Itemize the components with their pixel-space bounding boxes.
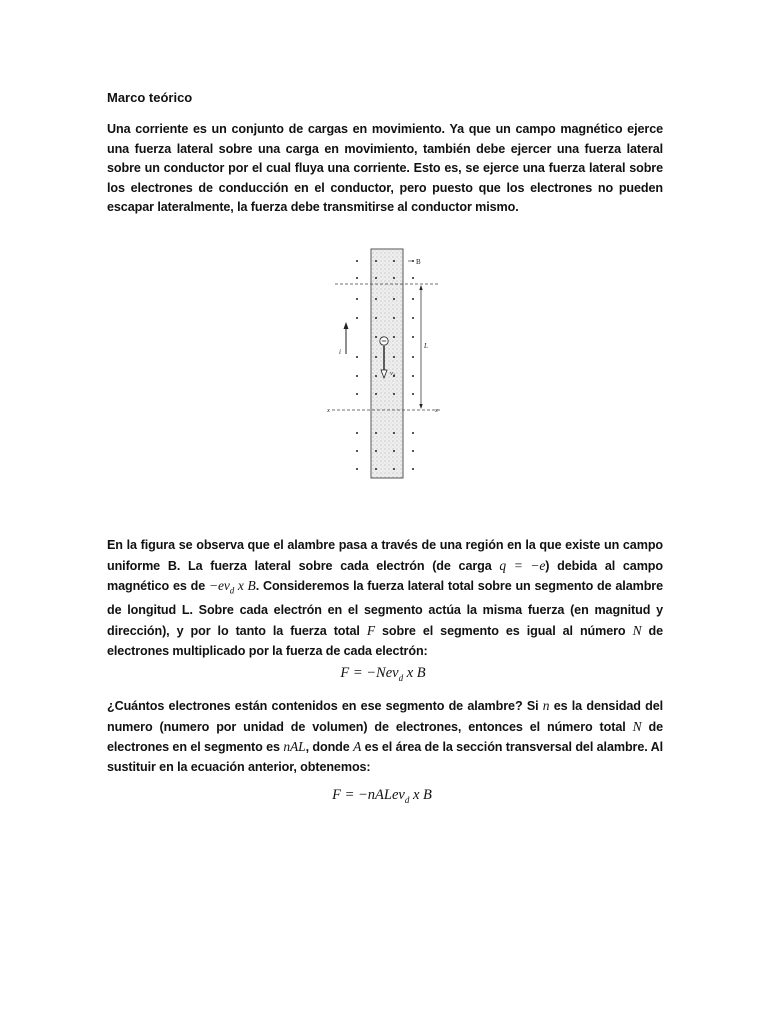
label-x-right: x (435, 407, 438, 414)
label-x-left: x (327, 407, 330, 414)
paragraph-force-description: En la figura se observa que el alambre pasa a través de una región en la que existe un campo uniforme B. La fuerza lateral sobre cada electrón (de carga q = −e) debida al campo magnético es de $-ev_d$ x B. Consideremos la fuerza lateral total sobre un segmento de alambre de longitud L. Sobre cada electrón en el segmento actúa la misma fuerza (en magnitud y dirección), y por lo tanto la fuerza total F sobre el segmento es igual al número N de electrones multiplicado por la fuerza de cada electrón: (107, 538, 663, 658)
label-B: B (416, 258, 421, 266)
label-vd: $v_d$ (390, 370, 396, 378)
section-title: Marco teórico (107, 90, 193, 105)
label-L: L (424, 342, 428, 350)
paragraph-electron-count: ¿Cuántos electrones están contenidos en ese segmento de alambre? Si n es la densidad del numero (numero por unidad de volumen) de electrones, entonces el número total N de electrones en el segmento es nAL, donde A es el área de la sección transversal del alambre. Al sustituir en la ecuación anterior, obtenemos: (107, 698, 663, 774)
label-i: i (339, 348, 341, 356)
wire-figure (320, 244, 450, 484)
wire (371, 249, 403, 478)
equation-total-force: F = −Nev$_d$ x B (340, 665, 426, 683)
paragraph-intro: Una corriente es un conjunto de cargas en movimiento. Ya que un campo magnético ejerce una fuerza lateral sobre una carga en movimiento, también debe ejercer una fuerza lateral sobre un conductor por el cual fluya una corriente. Esto es, se ejerce una fuerza lateral sobre los electrones de conducción en el conductor, pero puesto que los electrones no pueden escapar lateralmente, la fuerza debe transmitirse al conductor mismo. (107, 122, 663, 215)
equation-substituted-force: F = −nALev$_d$ x B (332, 787, 432, 805)
